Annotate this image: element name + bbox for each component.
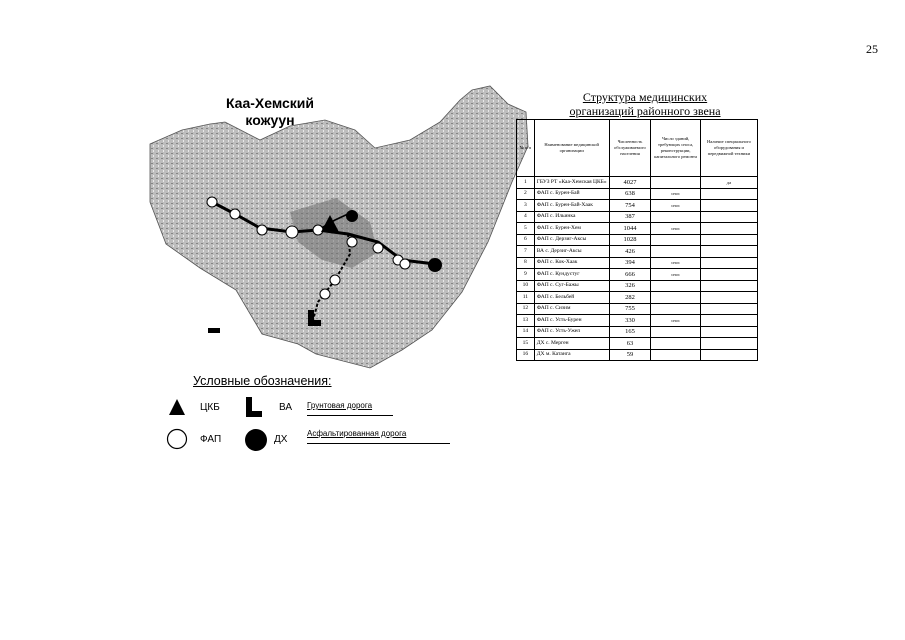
table-row xyxy=(517,315,758,327)
map-title xyxy=(190,95,350,129)
scale-marker xyxy=(208,328,220,333)
table-row xyxy=(517,234,758,246)
table-row xyxy=(517,349,758,361)
equipment-cell xyxy=(700,188,757,200)
fap-marker xyxy=(257,225,267,235)
population-cell: 426 xyxy=(609,246,651,258)
fap-marker xyxy=(347,237,357,247)
asphalt-road-legend-label: Асфальтированная дорога xyxy=(307,429,407,438)
dh-legend-label: ДХ xyxy=(274,434,288,445)
repair-status-cell: снос xyxy=(651,200,700,212)
tsk-legend-icon xyxy=(168,398,186,416)
va-legend-label: ВА xyxy=(279,402,293,413)
equipment-cell xyxy=(700,269,757,281)
org-name-cell: ДХ м. Катанга xyxy=(534,349,609,361)
equipment-cell xyxy=(700,280,757,292)
fap-legend-icon xyxy=(166,428,188,450)
fap-marker xyxy=(313,225,323,235)
row-number-cell: 8 xyxy=(517,257,535,269)
row-number-cell: 10 xyxy=(517,280,535,292)
repair-status-cell xyxy=(651,177,700,189)
fap-marker xyxy=(330,275,340,285)
repair-status-cell: снос xyxy=(651,315,700,327)
table-row xyxy=(517,338,758,350)
org-name-cell: ГБУЗ РТ «Каа-Хемская ЦКБ» xyxy=(534,177,609,189)
fap-marker xyxy=(230,209,240,219)
population-cell: 330 xyxy=(609,315,651,327)
org-name-cell: ФАП с. Усть-Ужеп xyxy=(534,326,609,338)
population-cell: 326 xyxy=(609,280,651,292)
equipment-cell: да xyxy=(700,177,757,189)
fap-marker xyxy=(320,289,330,299)
repair-status-cell: снос xyxy=(651,223,700,235)
map-title-line: кожуун xyxy=(245,112,295,128)
equipment-cell xyxy=(700,246,757,258)
repair-status-cell xyxy=(651,280,700,292)
repair-status-cell xyxy=(651,303,700,315)
equipment-cell xyxy=(700,200,757,212)
population-cell: 59 xyxy=(609,349,651,361)
repair-status-cell: снос xyxy=(651,269,700,281)
row-number-cell: 15 xyxy=(517,338,535,350)
table-header-row xyxy=(517,120,758,177)
header-cell: Число зданий, требующих сноса, реконструкции, капитального ремонта xyxy=(651,120,700,177)
table-row xyxy=(517,257,758,269)
row-number-cell: 3 xyxy=(517,200,535,212)
dh-marker xyxy=(346,210,358,222)
repair-status-cell: снос xyxy=(651,257,700,269)
org-name-cell: ФАП с. Ильинка xyxy=(534,211,609,223)
population-cell: 1028 xyxy=(609,234,651,246)
repair-status-cell xyxy=(651,349,700,361)
table-title xyxy=(520,90,770,118)
row-number-cell: 16 xyxy=(517,349,535,361)
org-name-cell: ФАП с. Бурен-Бай-Хаак xyxy=(534,200,609,212)
repair-status-cell xyxy=(651,338,700,350)
table-row xyxy=(517,188,758,200)
header-cell: № п/п xyxy=(517,120,535,177)
org-name-cell: ФАП с. Дерзиг-Аксы xyxy=(534,234,609,246)
table-row xyxy=(517,269,758,281)
table-row xyxy=(517,177,758,189)
fap-legend-label: ФАП xyxy=(200,434,222,445)
org-name-cell: ФАП с. Сизим xyxy=(534,303,609,315)
population-cell: 165 xyxy=(609,326,651,338)
table-row xyxy=(517,292,758,304)
org-name-cell: ФАП с. Усть-Бурен xyxy=(534,315,609,327)
table-row xyxy=(517,223,758,235)
table-row xyxy=(517,303,758,315)
map-title-line: Каа-Хемский xyxy=(225,95,315,111)
page-number: 25 xyxy=(866,42,878,56)
row-number-cell: 13 xyxy=(517,315,535,327)
org-name-cell: ФАП с. Кундустуг xyxy=(534,269,609,281)
org-name-cell: ФАП с. Кок-Хаак xyxy=(534,257,609,269)
population-cell: 387 xyxy=(609,211,651,223)
org-name-cell: ФАП с. Бельбей xyxy=(534,292,609,304)
row-number-cell: 2 xyxy=(517,188,535,200)
asphalt-road-legend-line xyxy=(307,443,450,444)
dirt-road-legend-line xyxy=(307,415,393,416)
org-name-cell: ФАП с. Бурен-Бай xyxy=(534,188,609,200)
population-cell: 1044 xyxy=(609,223,651,235)
table-title-line: организаций районного звена xyxy=(569,104,721,118)
equipment-cell xyxy=(700,349,757,361)
population-cell: 755 xyxy=(609,303,651,315)
equipment-cell xyxy=(700,292,757,304)
table-row xyxy=(517,246,758,258)
row-number-cell: 5 xyxy=(517,223,535,235)
population-cell: 394 xyxy=(609,257,651,269)
header-cell: Наименование медицинской организации xyxy=(534,120,609,177)
population-cell: 666 xyxy=(609,269,651,281)
population-cell: 4027 xyxy=(609,177,651,189)
equipment-cell xyxy=(700,257,757,269)
population-cell: 63 xyxy=(609,338,651,350)
legend-title: Условные обозначения: xyxy=(193,374,332,388)
org-name-cell: ВА с. Дерзиг-Аксы xyxy=(534,246,609,258)
row-number-cell: 9 xyxy=(517,269,535,281)
equipment-cell xyxy=(700,211,757,223)
repair-status-cell: снос xyxy=(651,188,700,200)
row-number-cell: 1 xyxy=(517,177,535,189)
header-cell: Наличие специального оборудования и передвижной техники xyxy=(700,120,757,177)
repair-status-cell xyxy=(651,211,700,223)
row-number-cell: 7 xyxy=(517,246,535,258)
row-number-cell: 6 xyxy=(517,234,535,246)
fap-marker xyxy=(286,226,298,238)
table-row xyxy=(517,211,758,223)
tsk-legend-label: ЦКБ xyxy=(200,402,220,413)
equipment-cell xyxy=(700,303,757,315)
header-cell: Численность обслуживаемого населения xyxy=(609,120,651,177)
fap-marker xyxy=(373,243,383,253)
row-number-cell: 4 xyxy=(517,211,535,223)
medical-structure-table xyxy=(516,119,758,361)
org-name-cell: ДХ с. Мерген xyxy=(534,338,609,350)
row-number-cell: 12 xyxy=(517,303,535,315)
fap-marker xyxy=(207,197,217,207)
equipment-cell xyxy=(700,315,757,327)
equipment-cell xyxy=(700,326,757,338)
table-row xyxy=(517,200,758,212)
repair-status-cell xyxy=(651,292,700,304)
repair-status-cell xyxy=(651,326,700,338)
org-name-cell: ФАП с. Бурен-Хем xyxy=(534,223,609,235)
row-number-cell: 14 xyxy=(517,326,535,338)
dh-marker xyxy=(428,258,442,272)
table-body xyxy=(517,177,758,361)
table-title-line: Структура медицинских xyxy=(582,90,708,104)
population-cell: 282 xyxy=(609,292,651,304)
dirt-road-legend-label: Грунтовая дорога xyxy=(307,401,373,410)
equipment-cell xyxy=(700,338,757,350)
va-legend-icon xyxy=(245,396,263,418)
equipment-cell xyxy=(700,234,757,246)
fap-marker xyxy=(400,259,410,269)
row-number-cell: 11 xyxy=(517,292,535,304)
repair-status-cell xyxy=(651,246,700,258)
population-cell: 638 xyxy=(609,188,651,200)
population-cell: 754 xyxy=(609,200,651,212)
dh-legend-icon xyxy=(244,428,268,452)
table-row xyxy=(517,326,758,338)
equipment-cell xyxy=(700,223,757,235)
org-name-cell: ФАП с. Суг-Бажы xyxy=(534,280,609,292)
table-row xyxy=(517,280,758,292)
repair-status-cell xyxy=(651,234,700,246)
